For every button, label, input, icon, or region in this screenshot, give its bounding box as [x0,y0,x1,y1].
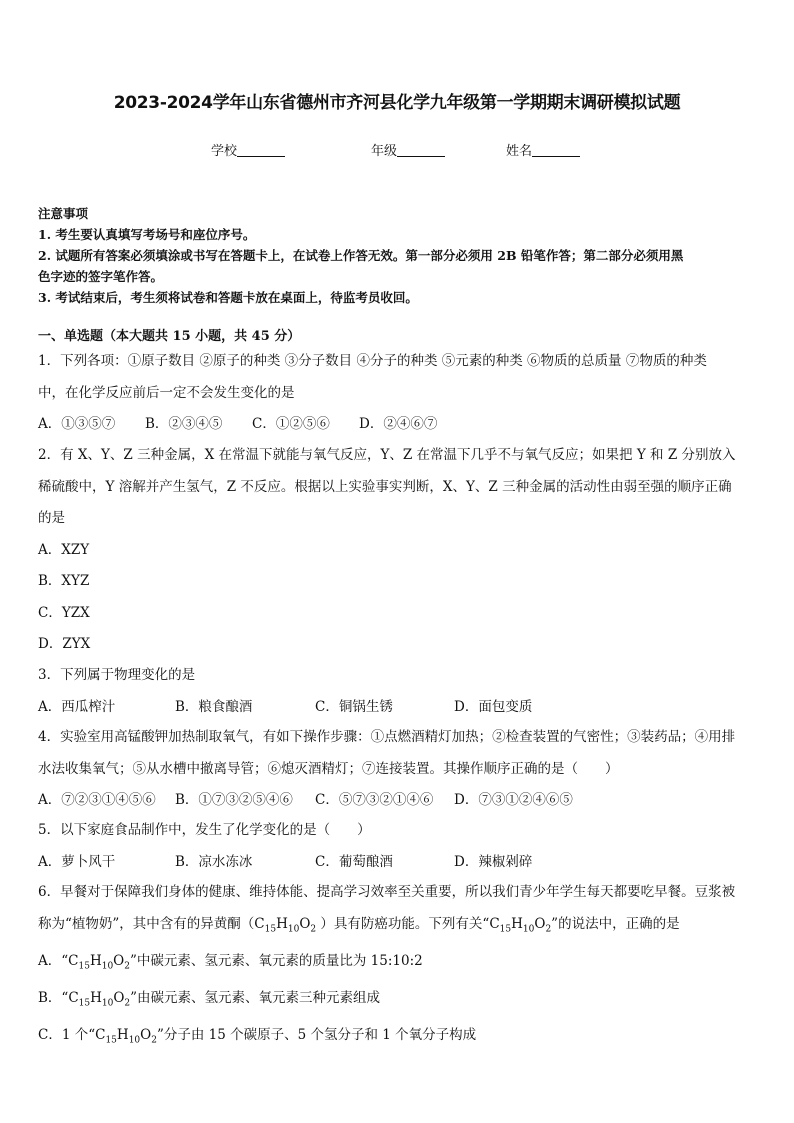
subscript: 10 [101,998,114,1009]
option-a[interactable]: A．西瓜榨汁 [38,698,116,715]
option-b[interactable]: B．①⑦③②⑤④⑥ [175,792,293,808]
option-a[interactable]: A．萝卜风干 [38,853,116,870]
question-stem: 稀硫酸中，Y 溶解并产生氢气，Z 不反应。根据以上实验事实判断，X、Y、Z 三种金属的活动性由弱至强的顺序正确 [38,478,732,495]
formula-h: H [116,1027,129,1044]
question-stem [38,909,760,946]
subscript: 15 [105,1035,117,1046]
notes-item: 1. 考生要认真填写考场号和座位序号。 [38,227,256,242]
formula-o: O [113,989,125,1006]
question-stem: 水法收集氧气；⑤从水槽中撤离导管；⑥熄灭酒精灯；⑦连接装置。其操作顺序正确的是（ ） [38,760,619,777]
option-c[interactable]: C．①②⑤⑥ [252,416,330,432]
option-text: ”分子由 15 个碳原子、5 个氢分子和 1 个氧分子构成 [156,1027,477,1044]
subscript: 10 [101,961,114,972]
option-a[interactable]: A．①③⑤⑦ [38,416,116,432]
name-label: 姓名 [506,144,533,159]
option-d[interactable]: D．辣椒剁碎 [454,853,533,870]
option-c[interactable]: C．⑤⑦③②①④⑥ [315,792,434,808]
subscript: 10 [287,924,300,935]
notes-item: 3. 考试结束后，考生须将试卷和答题卡放在桌面上，待监考员收回。 [38,290,418,305]
section-heading: 一、单选题（本大题共 15 小题，共 45 分） [38,329,301,344]
options-row [38,692,760,724]
question-2 [38,440,760,661]
subscript: 10 [128,1035,141,1046]
option-d[interactable]: D．②④⑥⑦ [359,416,438,432]
notes-item: 色字迹的签字笔作答。 [38,269,164,284]
stem-text: 称为“植物奶”，其中含有的异黄酮（C [38,915,265,932]
school-blank[interactable] [237,142,285,157]
question-stem: 5．以下家庭食品制作中，发生了化学变化的是（ ） [38,822,371,838]
option-a[interactable] [38,946,760,983]
option-text: B．“C [38,989,79,1006]
school-label: 学校 [211,144,238,159]
subscript: 15 [499,924,512,935]
subscript: 15 [78,998,91,1009]
notes-block [38,203,758,308]
options-row [38,409,760,441]
formula-h: H [90,989,102,1006]
option-b[interactable]: B．②③④⑤ [145,416,223,432]
option-c[interactable] [38,1020,760,1057]
option-b[interactable]: B．XYZ [38,573,90,589]
subscript: 2 [151,1035,157,1046]
question-4 [38,722,760,817]
grade-field [371,140,445,159]
question-stem: 中，在化学反应前后一定不会发生变化的是 [38,384,295,401]
option-a[interactable]: A．XZY [38,541,90,558]
option-text: A．“C [38,952,79,969]
grade-label: 年级 [371,144,398,159]
subscript: 2 [310,924,317,935]
school-field [211,140,285,159]
option-b[interactable] [38,983,760,1020]
subscript: 10 [522,924,535,935]
subscript: 15 [264,924,277,935]
option-b[interactable]: B．凉水冻冰 [175,853,253,870]
formula-h: H [89,952,102,969]
question-stem: 6．早餐对于保障我们身体的健康、维持体能、提高学习效率至关重要，所以我们青少年学生每天都要吃早餐。豆浆被 [38,884,736,900]
option-text: ”中碳元素、氢元素、氧元素的质量比为 15:10:2 [129,952,423,969]
question-5 [38,815,760,878]
options-row [38,785,760,817]
name-field [506,140,580,159]
option-text: ”由碳元素、氢元素、氧元素三种元素组成 [130,989,381,1006]
formula-h: H [511,915,523,932]
stem-text: ”的说法中，正确的是 [551,915,680,932]
option-d[interactable]: D．面包变质 [454,698,533,715]
question-stem: 1．下列各项：①原子数目 ②原子的种类 ③分子数目 ④分子的种类 ⑤元素的种类 ⑥物质的总质量 ⑦物质的种类 [38,353,707,369]
option-c[interactable]: C．铜锅生锈 [315,698,393,715]
option-b[interactable]: B．粮食酿酒 [175,698,253,715]
formula-h: H [276,915,288,932]
options-row [38,847,760,879]
question-stem: 2．有 X、Y、Z 三种金属，X 在常温下就能与氧气反应，Y、Z 在常温下几乎不与氧气反应；如果把 Y 和 Z 分别放入 [38,447,736,463]
option-a[interactable]: A．⑦②③①④⑤⑥ [38,792,156,808]
exam-title: 2023-2024学年山东省德州市齐河县化学九年级第一学期期末调研模拟试题 [113,93,681,113]
subscript: 15 [78,961,90,972]
formula-o: O [299,915,311,932]
option-text: C．1 个“C [38,1027,106,1044]
question-stem: 的是 [38,510,65,526]
name-blank[interactable] [532,142,580,157]
notes-heading: 注意事项 [38,206,89,221]
option-c[interactable]: C．YZX [38,604,90,621]
grade-blank[interactable] [397,142,445,157]
formula-o: O [113,952,125,969]
formula-o: O [534,915,546,932]
option-d[interactable]: D．ZYX [38,636,91,652]
question-stem: 4．实验室用高锰酸钾加热制取氧气，有如下操作步骤：①点燃酒精灯加热；②检查装置的气密性；③装药品；④用排 [38,729,736,745]
option-d[interactable]: D．⑦③①②④⑥⑤ [454,792,573,808]
subscript: 2 [124,961,130,972]
question-3 [38,660,760,723]
formula-o: O [140,1027,152,1044]
subscript: 2 [124,998,131,1009]
question-stem: 3．下列属于物理变化的是 [38,667,196,683]
subscript: 2 [545,924,552,935]
notes-item: 2. 试题所有答案必须填涂或书写在答题卡上，在试卷上作答无效。第一部分必须用 2B 铅笔作答；第二部分必须用黑 [38,248,684,263]
question-1 [38,346,760,441]
option-c[interactable]: C．葡萄酿酒 [315,853,393,870]
stem-text: ）具有防癌功能。下列有关“C [316,915,500,932]
question-6 [38,877,760,1057]
